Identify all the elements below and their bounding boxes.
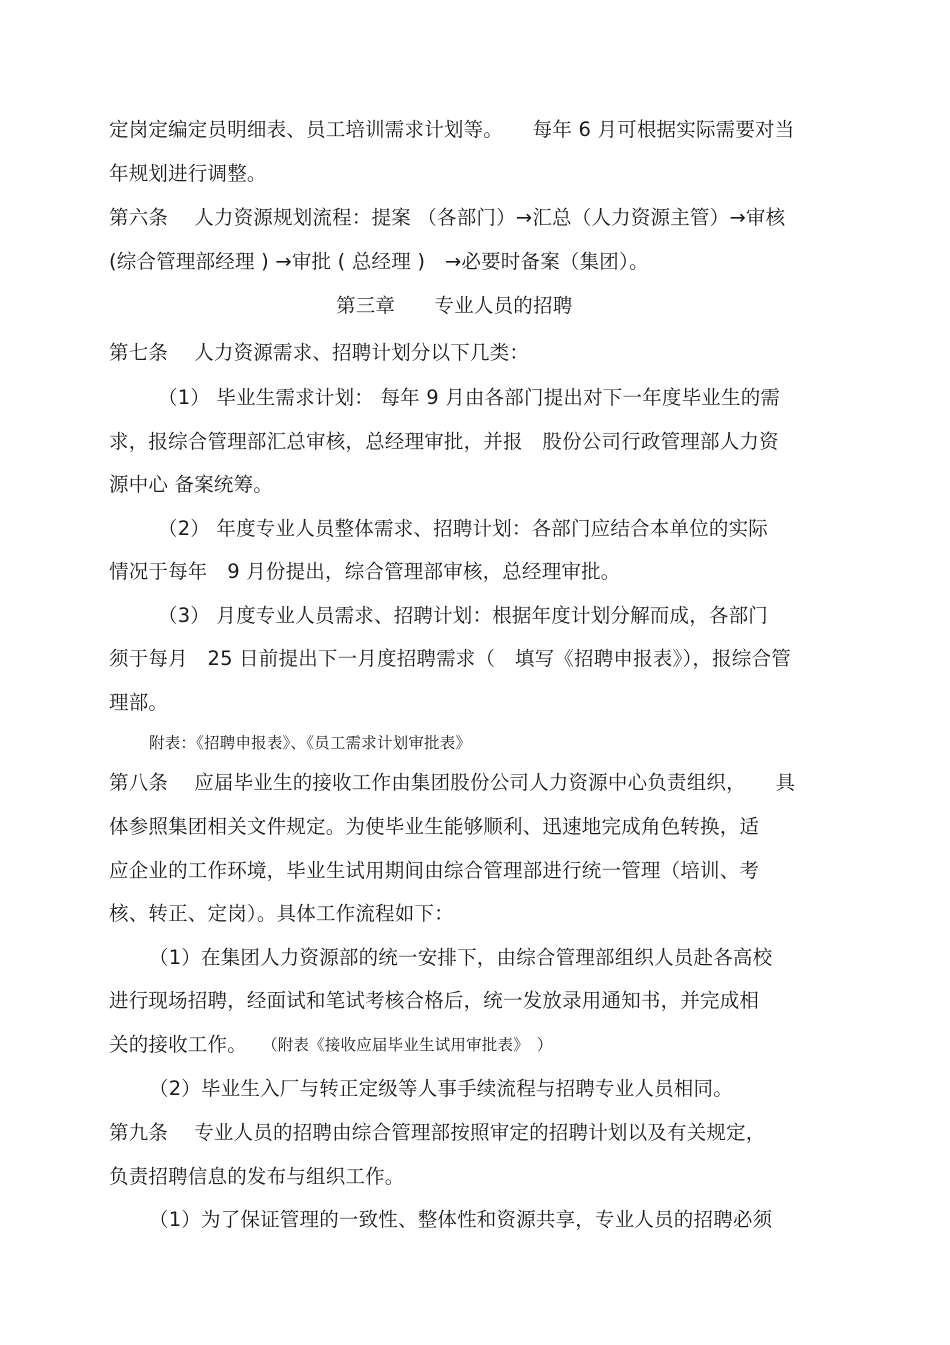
paragraph-line: 应企业的工作环境，毕业生试用期间由综合管理部进行统一管理（培训、考 [109, 859, 760, 882]
list-item-2-line: （2）毕业生入厂与转正定级等人事手续流程与招聘专业人员相同。 [149, 1077, 733, 1100]
paragraph-line: 进行现场招聘，经面试和笔试考核合格后，统一发放录用通知书，并完成相 [109, 989, 760, 1012]
list-item-1-line: （1）在集团人力资源部的统一安排下，由综合管理部组织人员赴各高校 [149, 946, 773, 969]
chapter-heading: 第三章 专业人员的招聘 [336, 294, 573, 317]
paragraph-line: 体参照集团相关文件规定。为使毕业生能够顺利、迅速地完成角色转换，适 [109, 815, 760, 838]
article-7-line: 第七条 人力资源需求、招聘计划分以下几类： [109, 341, 530, 364]
list-item-1-line: （1） 毕业生需求计划： 每年 9 月由各部门提出对下一年度毕业生的需 [158, 386, 781, 409]
article-6-line: 第六条 人力资源规划流程：提案 （各部门）→汇总（人力资源主管）→审核 [109, 206, 786, 229]
paragraph-line: 情况于每年 9 月份提出，综合管理部审核，总经理审批。 [109, 560, 621, 583]
article-9-line: 第九条 专业人员的招聘由综合管理部按照审定的招聘计划以及有关规定， [109, 1121, 766, 1144]
paragraph-line: (综合管理部经理 ) →审批 ( 总经理 ) →必要时备案（集团）。 [109, 250, 649, 273]
appendix-note: （附表《接收应届毕业生试用审批表》 ） [262, 1036, 553, 1054]
list-item-3-line: （3） 月度专业人员需求、招聘计划：根据年度计划分解而成，各部门 [158, 604, 769, 627]
paragraph-line: 关的接收工作。 [109, 1033, 247, 1056]
paragraph-line: 负责招聘信息的发布与组织工作。 [109, 1165, 405, 1188]
paragraph-line: 求，报综合管理部汇总审核，总经理审批，并报 股份公司行政管理部人力资 [109, 430, 779, 453]
list-item-2-line: （2） 年度专业人员整体需求、招聘计划：各部门应结合本单位的实际 [158, 517, 769, 540]
paragraph-line: 源中心 备案统筹。 [109, 473, 273, 496]
paragraph-line: 定岗定编定员明细表、员工培训需求计划等。 每年 6 月可根据实际需要对当 [109, 118, 795, 141]
paragraph-line: 年规划进行调整。 [109, 162, 267, 185]
paragraph-line: 须于每月 25 日前提出下一月度招聘需求（ 填写《招聘申报表》），报综合管 [109, 647, 791, 670]
list-item-1-line: （1）为了保证管理的一致性、整体性和资源共享，专业人员的招聘必须 [149, 1208, 773, 1231]
paragraph-line: 理部。 [109, 691, 169, 714]
appendix-note: 附表：《招聘申报表》、《员工需求计划审批表》 [149, 734, 472, 752]
paragraph-line: 核、转正、定岗）。具体工作流程如下： [109, 902, 454, 925]
article-8-line: 第八条 应届毕业生的接收工作由集团股份公司人力资源中心负责组织， 具 [109, 771, 796, 794]
